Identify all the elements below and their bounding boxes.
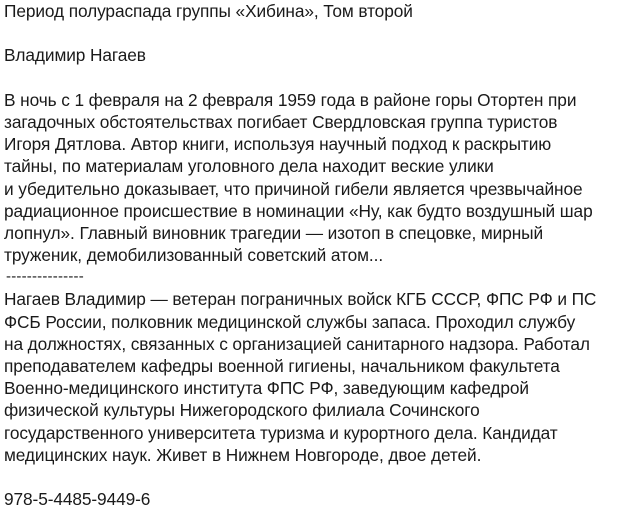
bio-line: ФСБ России, полковник медицинской службы запаса. Проходил службу	[4, 311, 576, 332]
annotation-line: лопнул». Главный виновник трагедии — изотоп в спецовке, мирный	[4, 222, 544, 243]
bio-line: преподавателем кафедры военной гигиены, начальником факультета	[4, 356, 560, 376]
annotation-paragraph	[4, 89, 629, 267]
annotation-line: и убедительно доказывает, что причиной гибели является чрезвычайное	[4, 178, 583, 199]
annotation-line: радиационное происшествие в номинации «Ну, как будто воздушный шар	[4, 200, 593, 221]
bio-line: физической культуры Нижегородского филиала Сочинского	[4, 400, 480, 421]
annotation-line: труженик, демобилизованный советский атом...	[4, 245, 384, 266]
annotation-line: загадочных обстоятельствах погибает Свердловская группа туристов	[4, 111, 558, 132]
blank-line	[4, 67, 629, 89]
annotation-line: тайны, по материалам уголовного дела находит веские улики	[4, 156, 494, 177]
bio-line: на должностях, связанных с организацией санитарного надзора. Работал	[4, 333, 590, 354]
separator: ---------------	[6, 268, 84, 286]
annotation-line: Игоря Дятлова. Автор книги, используя научный подход к раскрытию	[4, 134, 552, 155]
document	[4, 0, 629, 510]
blank-line	[4, 22, 629, 44]
book-title: Период полураспада группы «Хибина», Том второй	[4, 1, 413, 21]
bio-line: Военно-медицинского института ФПС РФ, заведующим кафедрой	[4, 378, 529, 399]
bio-line: Нагаев Владимир — ветеран пограничных войск КГБ СССР, ФПС РФ и ПС	[4, 289, 597, 310]
bio-line: медицинских наук. Живет в Нижнем Новгороде, двое детей.	[4, 444, 482, 465]
annotation-line: В ночь с 1 февраля на 2 февраля 1959 года в районе горы Отортен при	[4, 89, 577, 110]
book-author: Владимир Нагаев	[4, 45, 146, 66]
bio-line: государственного университета туризма и курортного дела. Кандидат	[4, 422, 558, 443]
blank-line	[4, 466, 629, 488]
isbn: 978-5-4485-9449-6	[4, 489, 151, 510]
author-bio-paragraph	[4, 288, 629, 466]
